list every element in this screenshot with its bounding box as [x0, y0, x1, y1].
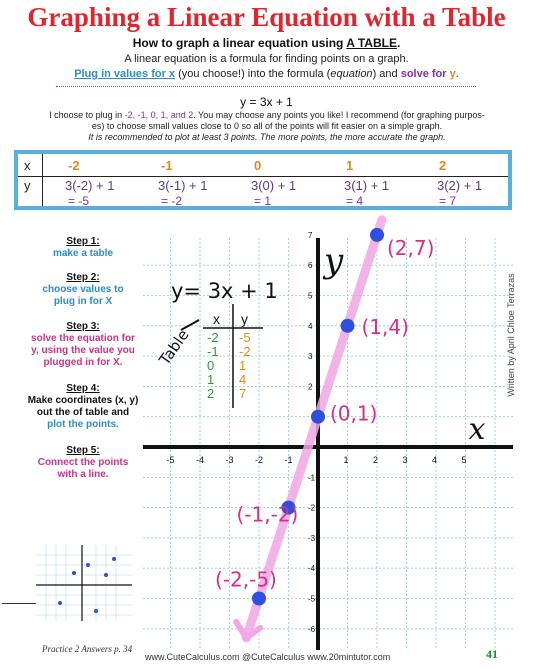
y-expression: 3(1) + 1: [344, 178, 390, 193]
x-tick-label: 1: [343, 455, 349, 465]
table-word: Table: [155, 326, 193, 369]
point-label: (0,1): [330, 401, 378, 426]
practice-caption: Practice 2 Answers p. 34: [42, 644, 133, 654]
equation: y = 3x + 1: [240, 95, 293, 109]
y-result: = 4: [346, 194, 364, 208]
x-value: 0: [254, 158, 262, 173]
y-expression: 3(2) + 1: [437, 178, 483, 193]
values-table: [14, 150, 512, 210]
step-3: Step 3: solve the equation for y, using the value you plugged in for X.: [31, 321, 135, 368]
step-2: Step 2: choose values to plug in for X: [42, 272, 124, 307]
point-label: (2,7): [387, 235, 435, 260]
point-label: (-2,-5): [215, 567, 277, 592]
y-label: y: [24, 178, 31, 193]
x-tick-label: -1: [284, 455, 293, 465]
x-tick-label: -4: [196, 455, 205, 465]
y-tick-label: 6: [308, 261, 313, 271]
point-label: (-1,-2): [236, 502, 299, 527]
mini-table-x: -1: [207, 344, 219, 359]
coordinate-graph: [143, 230, 513, 650]
vertical-credit: Written by April Chloe Terrazas: [506, 273, 516, 397]
mini-table-y: -5: [239, 330, 251, 345]
intro-line-1: A linear equation is a formula for finding points on a graph.: [124, 53, 409, 65]
data-point: [311, 410, 325, 424]
mini-table-x: -2: [207, 330, 219, 345]
x-axis-label: x: [468, 412, 486, 447]
data-point: [341, 319, 355, 333]
x-value: -2: [68, 158, 80, 173]
mini-table-x: 1: [207, 372, 215, 387]
mini-table-x: 0: [207, 358, 215, 373]
x-tick-label: -3: [225, 455, 234, 465]
y-tick-label: -3: [308, 533, 316, 543]
handwritten-equation: y= 3x + 1: [171, 279, 278, 303]
x-value: 2: [439, 158, 447, 173]
page-title: Graphing a Linear Equation with a Table: [27, 2, 506, 32]
table-arrow: [181, 320, 199, 330]
y-expression: 3(0) + 1: [251, 178, 297, 193]
y-result: = -5: [68, 194, 90, 208]
data-point: [370, 228, 384, 242]
x-tick-label: 4: [432, 455, 438, 465]
mini-table-y: -2: [239, 344, 251, 359]
margin-rule: [2, 603, 36, 604]
practice-thumbnail-graph: [36, 545, 132, 621]
x-value: 1: [346, 158, 354, 173]
y-result: = 7: [439, 194, 457, 208]
explanation: I choose to plug in -2, -1, 0, 1, and 2. You may choose any points you like! I recommend (for graphing purpos- es) to choose small values close to 0 so all of the points will fit easier on a simple graph. It is recommended to plot at least 3 points. The more points, the more accurate the graph.: [49, 110, 485, 142]
step-1: Step 1: make a table: [52, 236, 114, 259]
y-tick-label: -1: [308, 473, 316, 483]
y-result: = 1: [254, 194, 272, 208]
page-number: 41: [486, 647, 498, 661]
y-expression: 3(-1) + 1: [158, 178, 208, 193]
mini-table-y: 1: [239, 358, 247, 373]
x-tick-label: -2: [255, 455, 264, 465]
x-tick-label: 5: [461, 455, 467, 465]
x-label: x: [24, 158, 31, 173]
y-tick-label: -6: [308, 624, 316, 634]
step-5: Step 5: Connect the points with a line.: [37, 445, 129, 480]
y-axis-label: y: [324, 241, 344, 281]
mini-table-x: 2: [207, 386, 215, 401]
step-4: Step 4: Make coordinates (x, y) out the of table and plot the points.: [27, 383, 139, 430]
y-tick-label: 3: [308, 352, 313, 362]
y-tick-label: 7: [308, 230, 313, 240]
table-row-x: [18, 156, 508, 177]
x-tick-label: -5: [166, 455, 175, 465]
subtitle: How to graph a linear equation using A TABLE.: [132, 36, 401, 50]
mini-table-x-header: x: [213, 311, 220, 327]
y-tick-label: 5: [308, 291, 313, 301]
x-tick-label: 2: [373, 455, 379, 465]
mini-table-y: 4: [239, 372, 247, 387]
y-expression: 3(-2) + 1: [65, 178, 115, 193]
y-result: = -2: [161, 194, 183, 208]
intro-line-2: Plug in values for x (you choose!) into the formula (equation) and solve for y.: [74, 68, 459, 80]
x-tick-label: 3: [402, 455, 408, 465]
y-tick-label: -5: [308, 594, 316, 604]
y-tick-label: -4: [308, 564, 316, 574]
x-value: -1: [161, 158, 173, 173]
mini-table-y-header: y: [241, 311, 248, 327]
data-point: [252, 592, 266, 606]
divider: [56, 86, 476, 87]
mini-table-y: 7: [239, 386, 247, 401]
footer-links: www.CuteCalculus.com @CuteCalculus www.20mintutor.com: [145, 652, 391, 662]
y-tick-label: -2: [308, 503, 316, 513]
y-tick-label: 2: [308, 382, 313, 392]
y-tick-label: 4: [308, 321, 313, 331]
point-label: (1,4): [361, 314, 409, 339]
